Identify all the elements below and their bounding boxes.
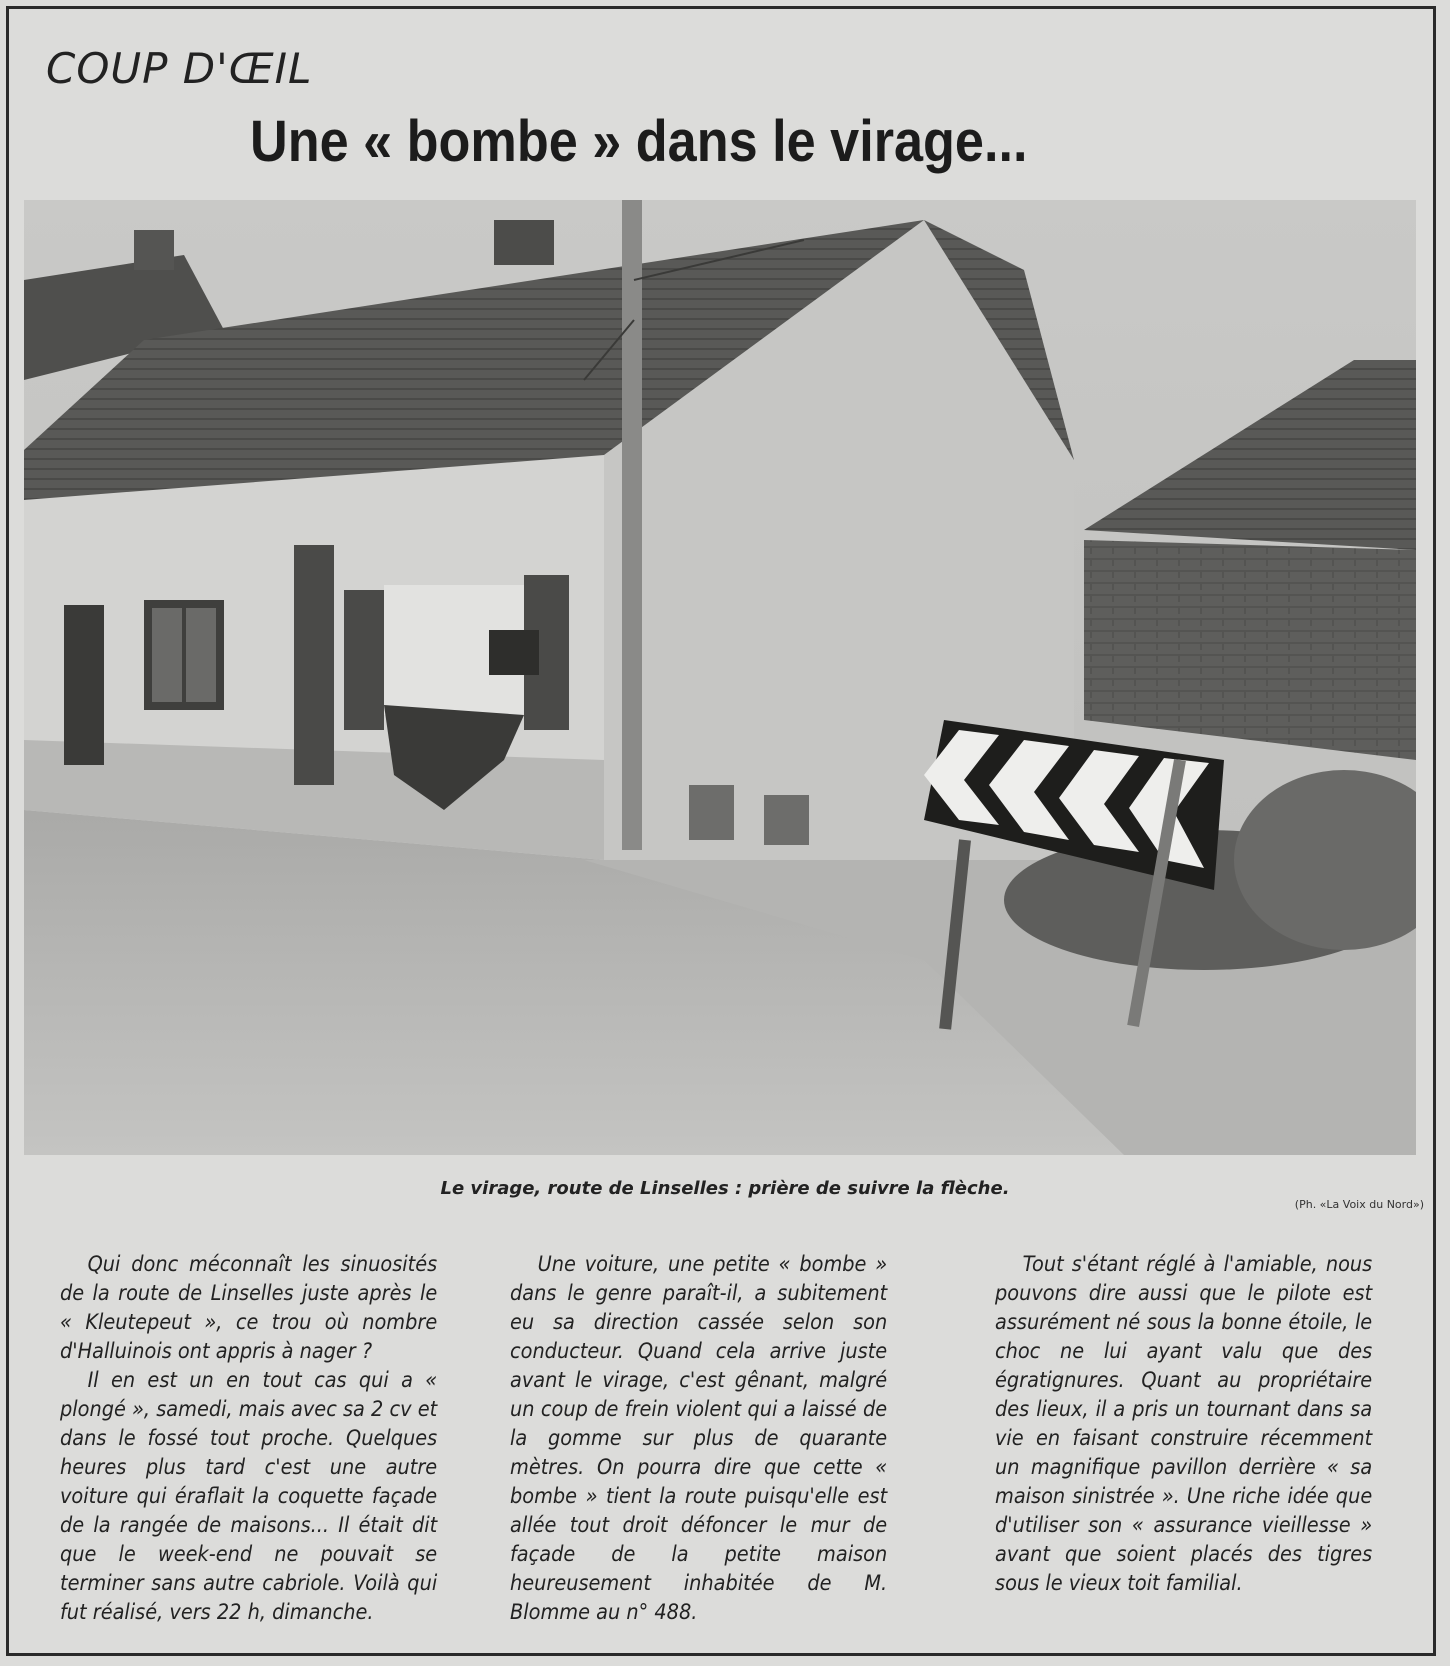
article-column-2 [510, 1250, 887, 1650]
article-photo [24, 200, 1416, 1155]
section-kicker: COUP D'ŒIL [46, 44, 313, 93]
photo-caption: Le virage, route de Linselles : prière de suivre la flèche. [440, 1178, 1010, 1199]
paragraph: Il en est un en tout cas qui a « plongé », samedi, mais avec sa 2 cv et dans le fossé tout proche. Quelques heures plus tard c'est une autre voiture qui éraflait la coquette façade de la rangée de maisons... Il était dit que le week-end ne pouvait se terminer sans autre cabriole. Voilà qui fut réalisé, vers 22 h, dimanche. [60, 1368, 438, 1624]
photo-credit: (Ph. «La Voix du Nord») [1294, 1198, 1424, 1211]
paragraph: Une voiture, une petite « bombe » dans le genre paraît-il, a subitement eu sa direction cassée selon son conducteur. Quand cela arrive juste avant le virage, c'est gênant, malgré un coup de frein violent qui a laissé de la gomme sur plus de quarante mètres. On pourra dire que cette « bombe » tient la route puisqu'elle est allée tout droit défoncer le mur de façade de la petite maison heureusement inhabitée de M. Blomme au n° 488. [510, 1252, 888, 1624]
paragraph: Qui donc méconnaît les sinuosités de la route de Linselles juste après le « Kleutepeut », ce trou où nombre d'Halluinois ont appris à nager ? [60, 1252, 438, 1363]
article-column-3 [995, 1250, 1372, 1650]
article-column-1 [60, 1250, 437, 1650]
headline: Une « bombe » dans le virage... [250, 109, 1028, 174]
paragraph: Tout s'étant réglé à l'amiable, nous pouvons dire aussi que le pilote est assurément né sous la bonne étoile, le choc ne lui ayant valu que des égratignures. Quant au propriétaire des lieux, il a pris un tournant dans sa vie en faisant construire récemment un magnifique pavillon derrière « sa maison sinistrée ». Une riche idée que d'utiliser son « assurance vieillesse » avant que soient placés des tigres sous le vieux toit familial. [995, 1252, 1373, 1595]
photo-illustration [24, 200, 1416, 1155]
